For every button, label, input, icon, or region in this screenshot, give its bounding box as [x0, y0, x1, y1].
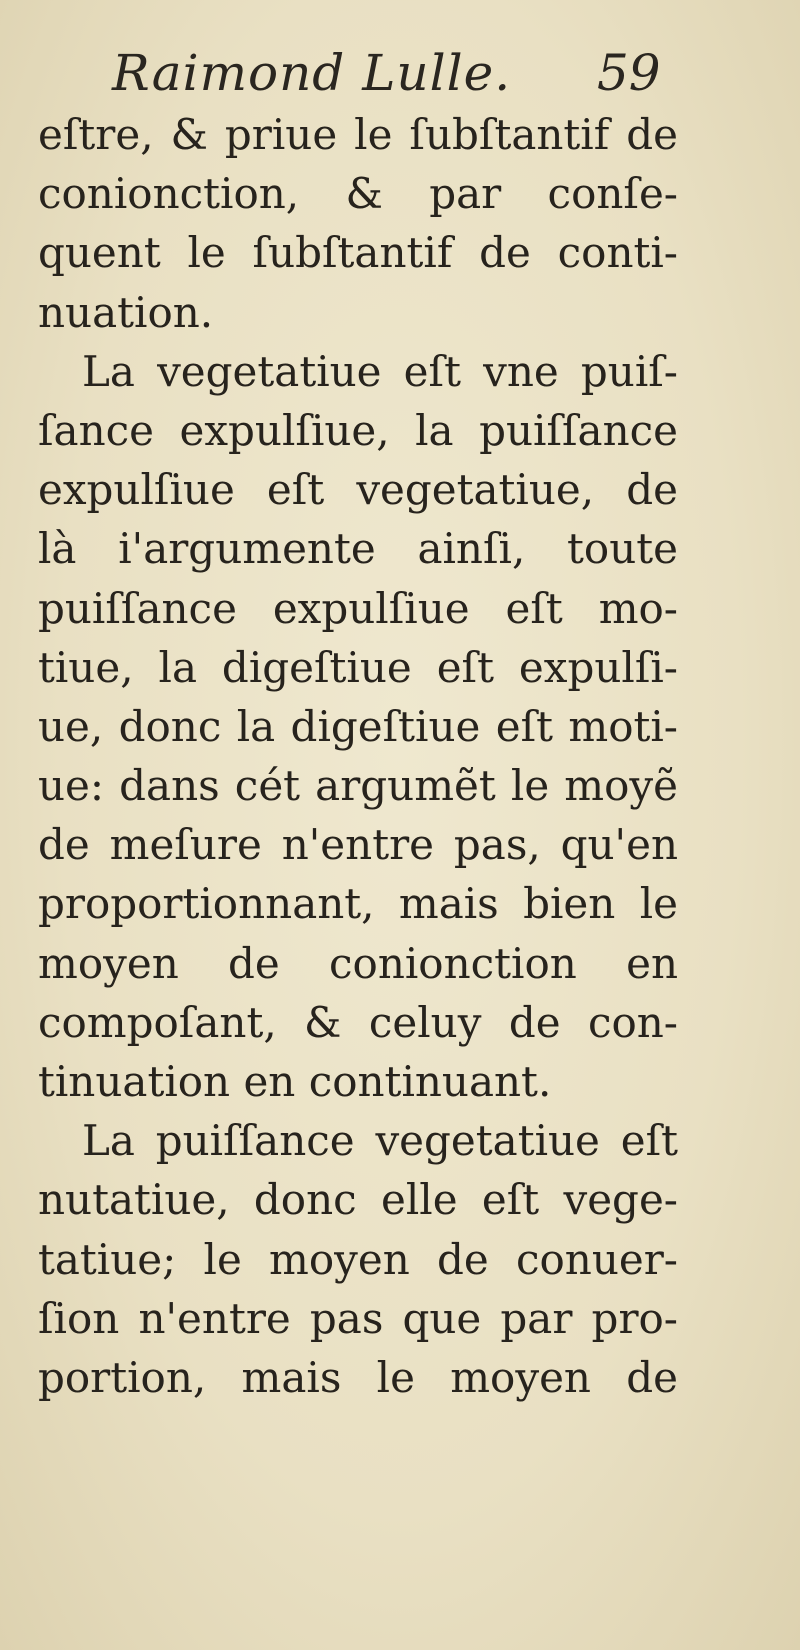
text-line: conionction, & par conſe- — [38, 169, 678, 219]
text-line: compoſant, & celuy de con- — [38, 997, 678, 1047]
text-line: là i'argumente ainſi, toute — [38, 524, 678, 574]
text-line: nuation. — [38, 287, 214, 337]
text-line: tinuation en continuant. — [38, 1057, 552, 1106]
text-line: nutatiue, donc elle eſt vege- — [38, 1175, 678, 1225]
paragraph-start-line: La vegetatiue eſt vne puiſ- — [82, 346, 678, 396]
page-number: 59 — [597, 44, 661, 102]
text-line: moyen de conionction en — [38, 938, 678, 988]
text-line: ue, donc la digeſtiue eſt moti- — [38, 701, 678, 751]
page-header — [0, 40, 800, 110]
text-line: quent le ſubſtantif de conti- — [38, 228, 678, 278]
text-line: expulſiue eſt vegetatiue, de — [38, 465, 678, 515]
text-line: puiſſance expulſiue eſt mo- — [38, 583, 678, 633]
text-line: ſion n'entre pas que par pro- — [38, 1293, 678, 1343]
body-text — [38, 105, 678, 1407]
text-line: portion, mais le moyen de — [38, 1352, 678, 1402]
text-line: tiue, la digeſtiue eſt expulſi- — [38, 642, 678, 692]
text-line: proportionnant, mais bien le — [38, 879, 678, 929]
text-line: ſance expulſiue, la puiſſance — [38, 405, 678, 455]
text-line: de meſure n'entre pas, qu'en — [38, 820, 678, 870]
text-line: tatiue; le moyen de conuer- — [38, 1234, 678, 1284]
text-line: ue: dans cét argumẽt le moyẽ — [38, 761, 678, 811]
running-title: Raimond Lulle. — [112, 44, 512, 102]
paragraph-start-line: La puiſſance vegetatiue eſt — [82, 1116, 678, 1166]
text-line: eſtre, & priue le ſubſtantif de — [38, 110, 678, 159]
